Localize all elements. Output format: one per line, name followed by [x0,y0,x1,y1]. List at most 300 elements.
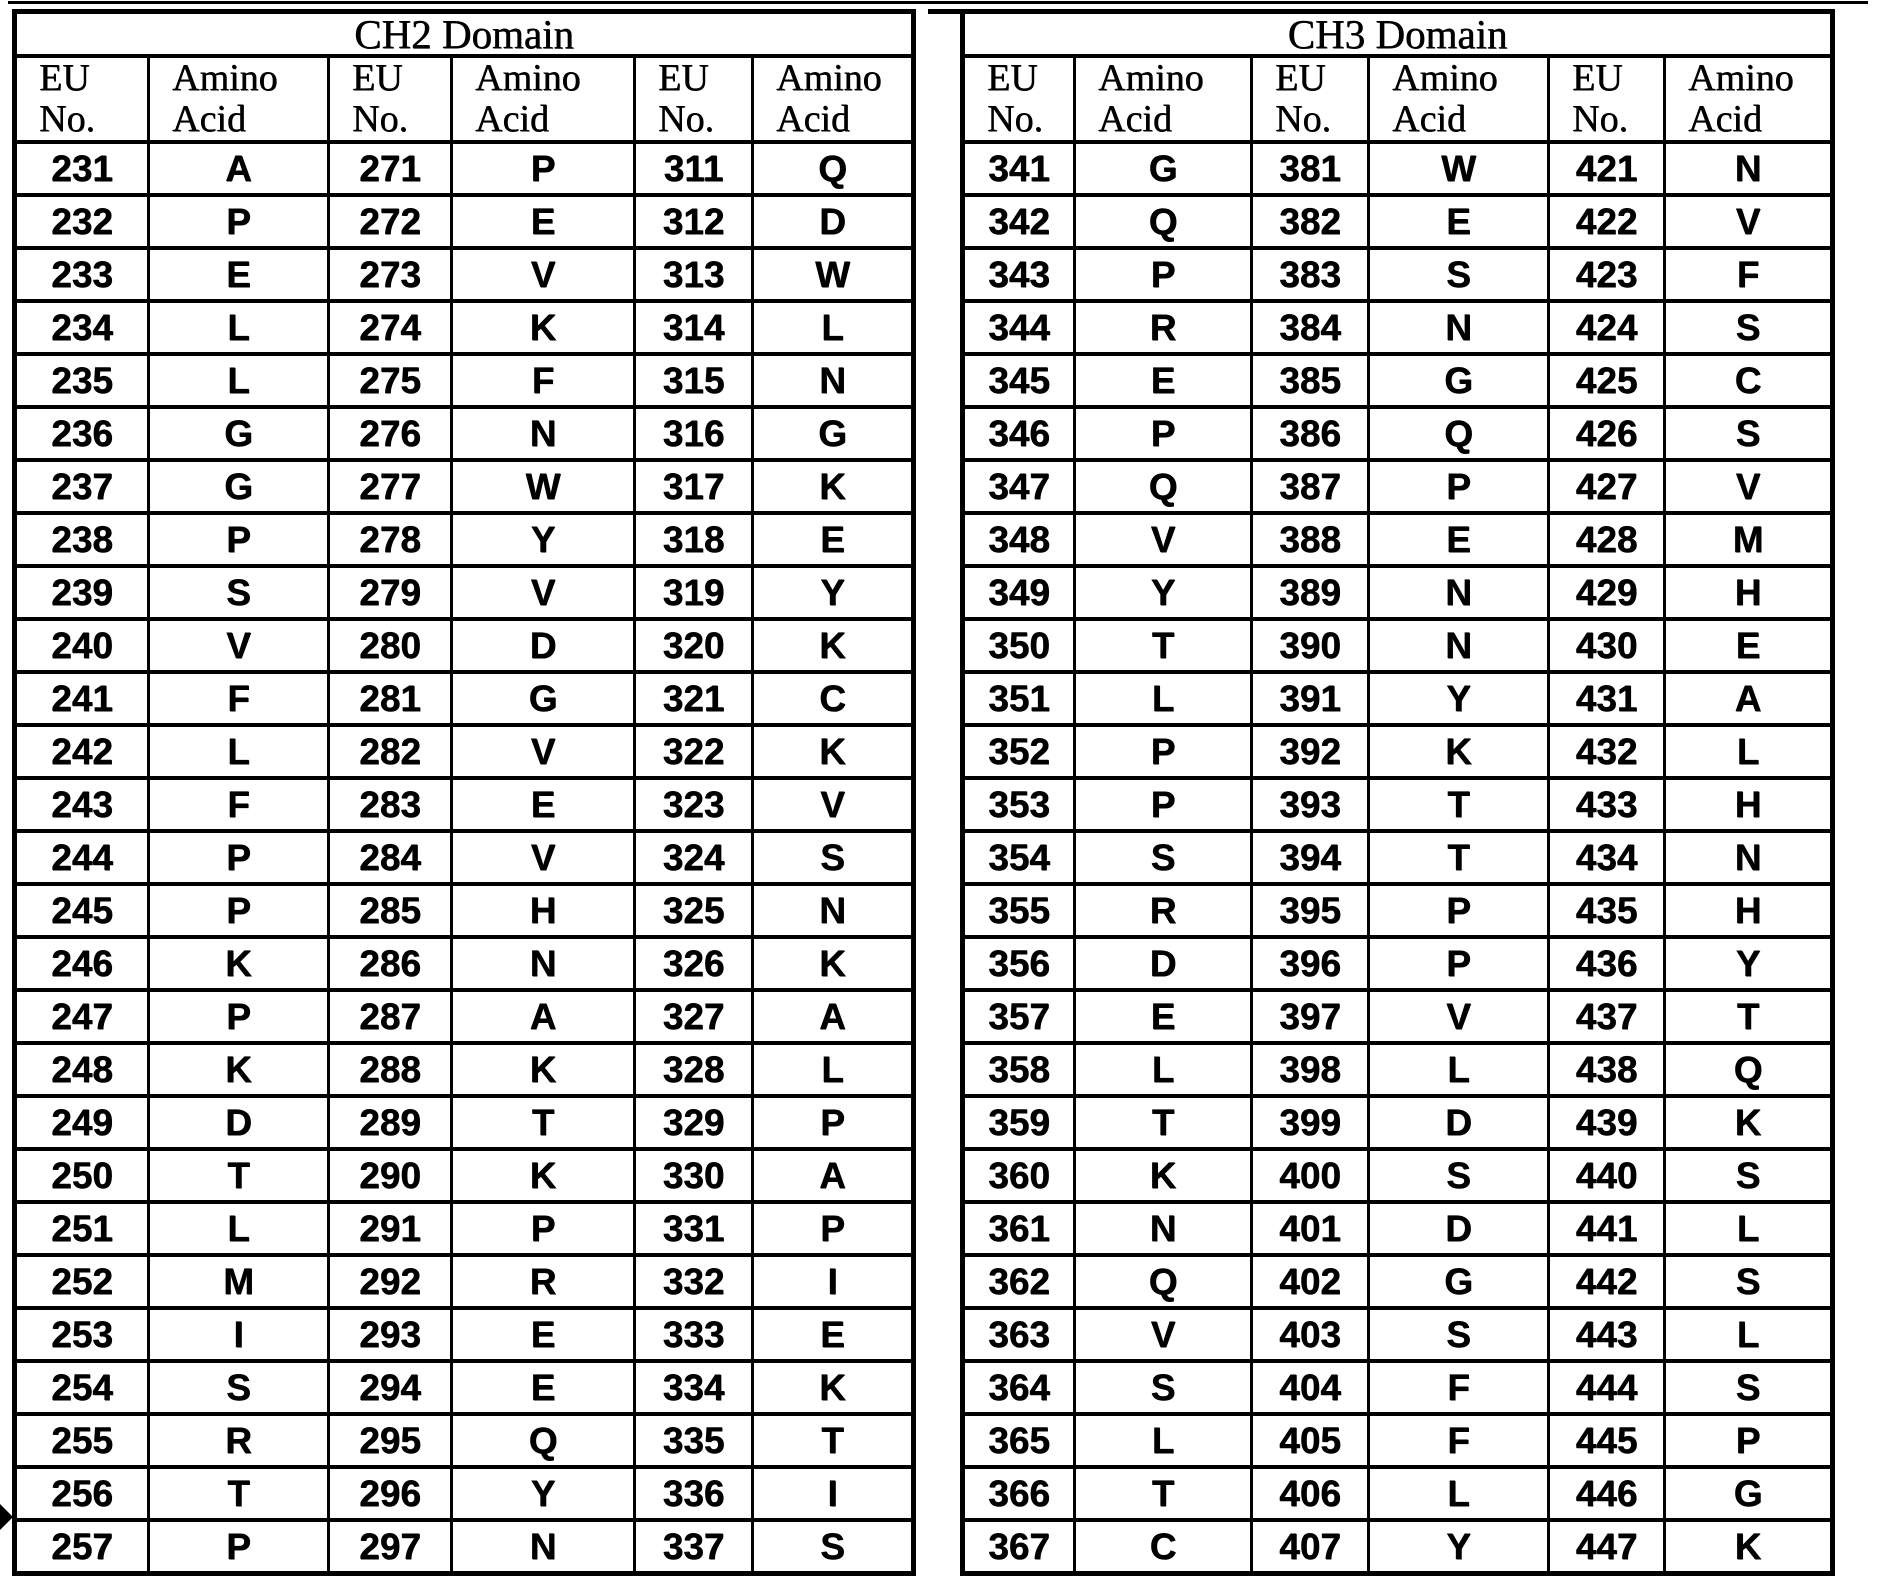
eu-number-cell: 336 [635,1467,753,1520]
amino-acid-cell: S [1369,248,1549,301]
eu-number-cell: 444 [1549,1361,1665,1414]
amino-acid-cell: I [149,1308,329,1361]
eu-number-cell: 364 [963,1361,1075,1414]
amino-acid-cell: L [149,725,329,778]
eu-number-cell: 252 [15,1255,149,1308]
eu-number-cell: 386 [1252,407,1369,460]
amino-acid-cell: K [149,937,329,990]
eu-number-cell: 353 [963,778,1075,831]
table-row [15,725,914,778]
amino-acid-cell: L [753,301,914,354]
amino-acid-cell: L [1369,1467,1549,1520]
table-row [15,1414,914,1467]
eu-number-cell: 280 [329,619,452,672]
amino-acid-cell: P [452,142,635,195]
eu-number-cell: 432 [1549,725,1665,778]
eu-number-cell: 251 [15,1202,149,1255]
amino-acid-cell: L [1665,1308,1833,1361]
table-row [15,1149,914,1202]
table-row [963,1149,1833,1202]
table-row [963,725,1833,778]
table-row [963,1467,1833,1520]
eu-number-cell: 404 [1252,1361,1369,1414]
amino-acid-cell: K [753,937,914,990]
eu-header-line2: No. [352,98,408,140]
eu-number-cell: 248 [15,1043,149,1096]
eu-number-cell: 352 [963,725,1075,778]
eu-number-cell: 355 [963,884,1075,937]
table-row [963,142,1833,195]
amino-acid-cell: E [753,513,914,566]
eu-number-cell: 407 [1252,1520,1369,1574]
table-row [963,831,1833,884]
eu-number-cell: 354 [963,831,1075,884]
table-title: CH3 Domain [963,12,1833,57]
amino-acid-cell: P [149,990,329,1043]
amino-acid-cell: P [452,1202,635,1255]
eu-number-cell: 447 [1549,1520,1665,1574]
amino-acid-cell: T [753,1414,914,1467]
table-row [963,1520,1833,1574]
eu-number-cell: 345 [963,354,1075,407]
amino-acid-cell: S [753,831,914,884]
amino-acid-cell: K [753,619,914,672]
eu-no-header-cell [15,56,149,142]
amino-acid-cell: S [1665,301,1833,354]
table-row [15,1202,914,1255]
amino-acid-cell: L [1665,725,1833,778]
eu-number-cell: 422 [1549,195,1665,248]
amino-acid-cell: K [1369,725,1549,778]
eu-number-cell: 398 [1252,1043,1369,1096]
amino-acid-cell: P [753,1096,914,1149]
eu-number-cell: 436 [1549,937,1665,990]
eu-number-cell: 323 [635,778,753,831]
amino-acid-cell: Y [452,513,635,566]
amino-acid-cell: R [1075,884,1252,937]
eu-number-cell: 236 [15,407,149,460]
eu-number-cell: 356 [963,937,1075,990]
table-row [15,831,914,884]
amino-acid-cell: Q [452,1414,635,1467]
amino-acid-cell: K [1665,1096,1833,1149]
amino-header-line2: Acid [1688,98,1762,140]
amino-acid-cell: T [1075,1096,1252,1149]
amino-acid-cell: A [753,990,914,1043]
eu-number-cell: 399 [1252,1096,1369,1149]
amino-acid-cell: P [753,1202,914,1255]
eu-number-cell: 283 [329,778,452,831]
amino-acid-cell: L [1665,1202,1833,1255]
eu-number-cell: 362 [963,1255,1075,1308]
amino-acid-cell: F [149,672,329,725]
eu-number-cell: 244 [15,831,149,884]
domain-title-row [15,12,914,57]
table-row [963,248,1833,301]
eu-number-cell: 391 [1252,672,1369,725]
amino-acid-cell: G [1665,1467,1833,1520]
amino-acid-cell: T [1075,1467,1252,1520]
amino-acid-cell: E [452,778,635,831]
table-row [15,1467,914,1520]
eu-number-cell: 232 [15,195,149,248]
eu-number-cell: 322 [635,725,753,778]
table-row [963,990,1833,1043]
eu-number-cell: 433 [1549,778,1665,831]
amino-acid-cell: I [753,1255,914,1308]
table-title: CH2 Domain [15,12,914,57]
amino-acid-cell: E [753,1308,914,1361]
amino-acid-cell: H [1665,884,1833,937]
eu-number-cell: 401 [1252,1202,1369,1255]
amino-acid-cell: P [1665,1414,1833,1467]
amino-acid-cell: C [1665,354,1833,407]
eu-number-cell: 317 [635,460,753,513]
eu-number-cell: 291 [329,1202,452,1255]
amino-acid-cell: T [1075,619,1252,672]
amino-acid-cell: V [1075,1308,1252,1361]
amino-acid-header-cell [1369,56,1549,142]
eu-number-cell: 295 [329,1414,452,1467]
amino-header-line2: Acid [475,98,549,140]
amino-acid-cell: N [753,884,914,937]
amino-acid-cell: P [149,831,329,884]
eu-number-cell: 424 [1549,301,1665,354]
column-header-row [963,56,1833,142]
eu-number-cell: 446 [1549,1467,1665,1520]
eu-number-cell: 341 [963,142,1075,195]
eu-number-cell: 381 [1252,142,1369,195]
amino-acid-cell: S [1665,1361,1833,1414]
eu-number-cell: 385 [1252,354,1369,407]
eu-number-cell: 384 [1252,301,1369,354]
eu-number-cell: 243 [15,778,149,831]
eu-number-cell: 287 [329,990,452,1043]
amino-acid-cell: K [452,1149,635,1202]
amino-acid-cell: Q [1665,1043,1833,1096]
column-header-row [15,56,914,142]
eu-number-cell: 423 [1549,248,1665,301]
amino-acid-cell: N [1075,1202,1252,1255]
amino-acid-cell: E [1369,513,1549,566]
eu-number-cell: 278 [329,513,452,566]
eu-number-cell: 255 [15,1414,149,1467]
amino-acid-header-cell [452,56,635,142]
eu-header-line1: EU [1572,57,1623,99]
table-row [15,884,914,937]
eu-number-cell: 311 [635,142,753,195]
amino-acid-cell: M [149,1255,329,1308]
eu-number-cell: 429 [1549,566,1665,619]
table-row [15,1308,914,1361]
eu-number-cell: 440 [1549,1149,1665,1202]
eu-number-cell: 256 [15,1467,149,1520]
table-row [963,407,1833,460]
amino-acid-cell: G [1075,142,1252,195]
table-row [963,1361,1833,1414]
domain-title-row [963,12,1833,57]
amino-header-line1: Amino [1392,57,1498,99]
amino-acid-cell: E [1075,354,1252,407]
eu-number-cell: 358 [963,1043,1075,1096]
eu-number-cell: 314 [635,301,753,354]
eu-number-cell: 335 [635,1414,753,1467]
table-row [963,1255,1833,1308]
eu-header-line1: EU [1275,57,1326,99]
eu-number-cell: 254 [15,1361,149,1414]
amino-acid-cell: P [1369,884,1549,937]
eu-header-line1: EU [352,57,403,99]
eu-number-cell: 324 [635,831,753,884]
table-row [963,1308,1833,1361]
eu-number-cell: 400 [1252,1149,1369,1202]
amino-acid-cell: K [452,301,635,354]
domain-tables-container [12,9,1835,1576]
eu-number-cell: 346 [963,407,1075,460]
eu-number-cell: 292 [329,1255,452,1308]
amino-acid-cell: Q [1369,407,1549,460]
amino-acid-cell: Q [1075,1255,1252,1308]
amino-acid-cell: H [1665,778,1833,831]
table-row [15,248,914,301]
eu-number-cell: 394 [1252,831,1369,884]
eu-header-line1: EU [658,57,709,99]
eu-number-cell: 297 [329,1520,452,1574]
amino-acid-cell: T [1665,990,1833,1043]
amino-acid-cell: V [1369,990,1549,1043]
eu-number-cell: 366 [963,1467,1075,1520]
eu-number-cell: 273 [329,248,452,301]
amino-header-line1: Amino [475,57,581,99]
eu-number-cell: 249 [15,1096,149,1149]
table-row [963,460,1833,513]
eu-header-line2: No. [658,98,714,140]
eu-number-cell: 359 [963,1096,1075,1149]
eu-header-line2: No. [1275,98,1331,140]
table-row [963,884,1833,937]
amino-acid-cell: P [1369,937,1549,990]
amino-acid-cell: A [452,990,635,1043]
table-row [15,990,914,1043]
eu-number-cell: 431 [1549,672,1665,725]
amino-acid-cell: S [1075,1361,1252,1414]
eu-number-cell: 329 [635,1096,753,1149]
eu-number-cell: 235 [15,354,149,407]
eu-number-cell: 426 [1549,407,1665,460]
amino-header-line1: Amino [1098,57,1204,99]
amino-acid-cell: W [1369,142,1549,195]
amino-acid-cell: F [452,354,635,407]
amino-header-line2: Acid [172,98,246,140]
table-row [15,460,914,513]
amino-acid-cell: S [1665,1255,1833,1308]
table-row [963,672,1833,725]
eu-number-cell: 286 [329,937,452,990]
eu-number-cell: 293 [329,1308,452,1361]
amino-acid-cell: N [1665,831,1833,884]
eu-number-cell: 393 [1252,778,1369,831]
amino-acid-cell: H [1665,566,1833,619]
eu-number-cell: 421 [1549,142,1665,195]
eu-number-cell: 288 [329,1043,452,1096]
amino-header-line1: Amino [172,57,278,99]
table-row [15,1096,914,1149]
table-row [963,1043,1833,1096]
table-row [15,1043,914,1096]
eu-no-header-cell [635,56,753,142]
table-row [15,301,914,354]
eu-number-cell: 363 [963,1308,1075,1361]
amino-acid-cell: G [1369,1255,1549,1308]
eu-number-cell: 439 [1549,1096,1665,1149]
amino-header-line1: Amino [1688,57,1794,99]
amino-acid-cell: P [1075,248,1252,301]
table-row [15,937,914,990]
amino-acid-cell: T [452,1096,635,1149]
ch3-domain-table [960,9,1835,1576]
eu-number-cell: 277 [329,460,452,513]
eu-number-cell: 390 [1252,619,1369,672]
amino-acid-cell: N [1665,142,1833,195]
amino-acid-cell: Y [1369,672,1549,725]
table-row [963,1202,1833,1255]
table-row [963,778,1833,831]
eu-number-cell: 237 [15,460,149,513]
eu-number-cell: 234 [15,301,149,354]
amino-acid-cell: K [753,725,914,778]
eu-number-cell: 276 [329,407,452,460]
amino-acid-cell: N [452,937,635,990]
table-row [15,619,914,672]
amino-acid-cell: S [1075,831,1252,884]
table-row [15,407,914,460]
amino-acid-cell: Q [1075,460,1252,513]
eu-number-cell: 425 [1549,354,1665,407]
eu-no-header-cell [1252,56,1369,142]
eu-no-header-cell [329,56,452,142]
amino-acid-cell: F [1369,1414,1549,1467]
amino-acid-cell: P [1369,460,1549,513]
amino-acid-cell: N [452,407,635,460]
amino-acid-cell: S [149,566,329,619]
amino-acid-cell: E [1369,195,1549,248]
eu-number-cell: 445 [1549,1414,1665,1467]
amino-acid-cell: T [149,1149,329,1202]
amino-acid-cell: F [1369,1361,1549,1414]
amino-acid-cell: D [1075,937,1252,990]
eu-header-line2: No. [39,98,95,140]
eu-no-header-cell [963,56,1075,142]
table-row [15,513,914,566]
amino-acid-cell: G [452,672,635,725]
eu-number-cell: 443 [1549,1308,1665,1361]
amino-acid-cell: C [753,672,914,725]
amino-acid-cell: R [1075,301,1252,354]
eu-number-cell: 281 [329,672,452,725]
amino-acid-cell: T [1369,778,1549,831]
eu-number-cell: 350 [963,619,1075,672]
amino-acid-cell: L [1075,672,1252,725]
eu-number-cell: 312 [635,195,753,248]
amino-acid-cell: N [1369,566,1549,619]
eu-number-cell: 271 [329,142,452,195]
table-row [963,513,1833,566]
table-row [15,195,914,248]
eu-number-cell: 349 [963,566,1075,619]
eu-number-cell: 331 [635,1202,753,1255]
amino-acid-cell: K [1665,1520,1833,1574]
eu-number-cell: 231 [15,142,149,195]
eu-number-cell: 360 [963,1149,1075,1202]
amino-acid-cell: C [1075,1520,1252,1574]
amino-acid-cell: Y [1369,1520,1549,1574]
amino-acid-header-cell [1665,56,1833,142]
amino-acid-cell: A [149,142,329,195]
amino-acid-cell: V [1665,195,1833,248]
eu-number-cell: 275 [329,354,452,407]
amino-acid-cell: N [1369,619,1549,672]
eu-number-cell: 274 [329,301,452,354]
eu-number-cell: 318 [635,513,753,566]
eu-number-cell: 347 [963,460,1075,513]
table-row [15,672,914,725]
amino-acid-cell: V [452,566,635,619]
eu-number-cell: 316 [635,407,753,460]
eu-number-cell: 395 [1252,884,1369,937]
eu-number-cell: 284 [329,831,452,884]
eu-number-cell: 428 [1549,513,1665,566]
amino-acid-cell: L [149,301,329,354]
eu-number-cell: 246 [15,937,149,990]
amino-acid-cell: V [1075,513,1252,566]
table-row [15,566,914,619]
amino-acid-cell: K [753,1361,914,1414]
amino-acid-cell: V [452,248,635,301]
amino-acid-cell: N [1369,301,1549,354]
ch2-domain-table [12,9,916,1576]
eu-number-cell: 344 [963,301,1075,354]
amino-acid-cell: S [753,1520,914,1574]
eu-number-cell: 383 [1252,248,1369,301]
amino-acid-cell: E [149,248,329,301]
amino-acid-cell: S [1665,407,1833,460]
amino-acid-cell: A [753,1149,914,1202]
eu-number-cell: 325 [635,884,753,937]
amino-acid-cell: I [753,1467,914,1520]
eu-number-cell: 257 [15,1520,149,1574]
eu-number-cell: 442 [1549,1255,1665,1308]
eu-number-cell: 245 [15,884,149,937]
amino-acid-cell: L [149,354,329,407]
eu-number-cell: 233 [15,248,149,301]
eu-number-cell: 326 [635,937,753,990]
amino-acid-cell: L [149,1202,329,1255]
eu-number-cell: 427 [1549,460,1665,513]
amino-acid-cell: V [1665,460,1833,513]
amino-acid-cell: Y [1665,937,1833,990]
eu-number-cell: 406 [1252,1467,1369,1520]
table-row [963,566,1833,619]
eu-number-cell: 319 [635,566,753,619]
eu-number-cell: 285 [329,884,452,937]
eu-number-cell: 321 [635,672,753,725]
amino-acid-cell: G [149,407,329,460]
eu-number-cell: 241 [15,672,149,725]
amino-acid-cell: E [452,1308,635,1361]
eu-number-cell: 238 [15,513,149,566]
amino-acid-cell: R [149,1414,329,1467]
table-row [963,195,1833,248]
